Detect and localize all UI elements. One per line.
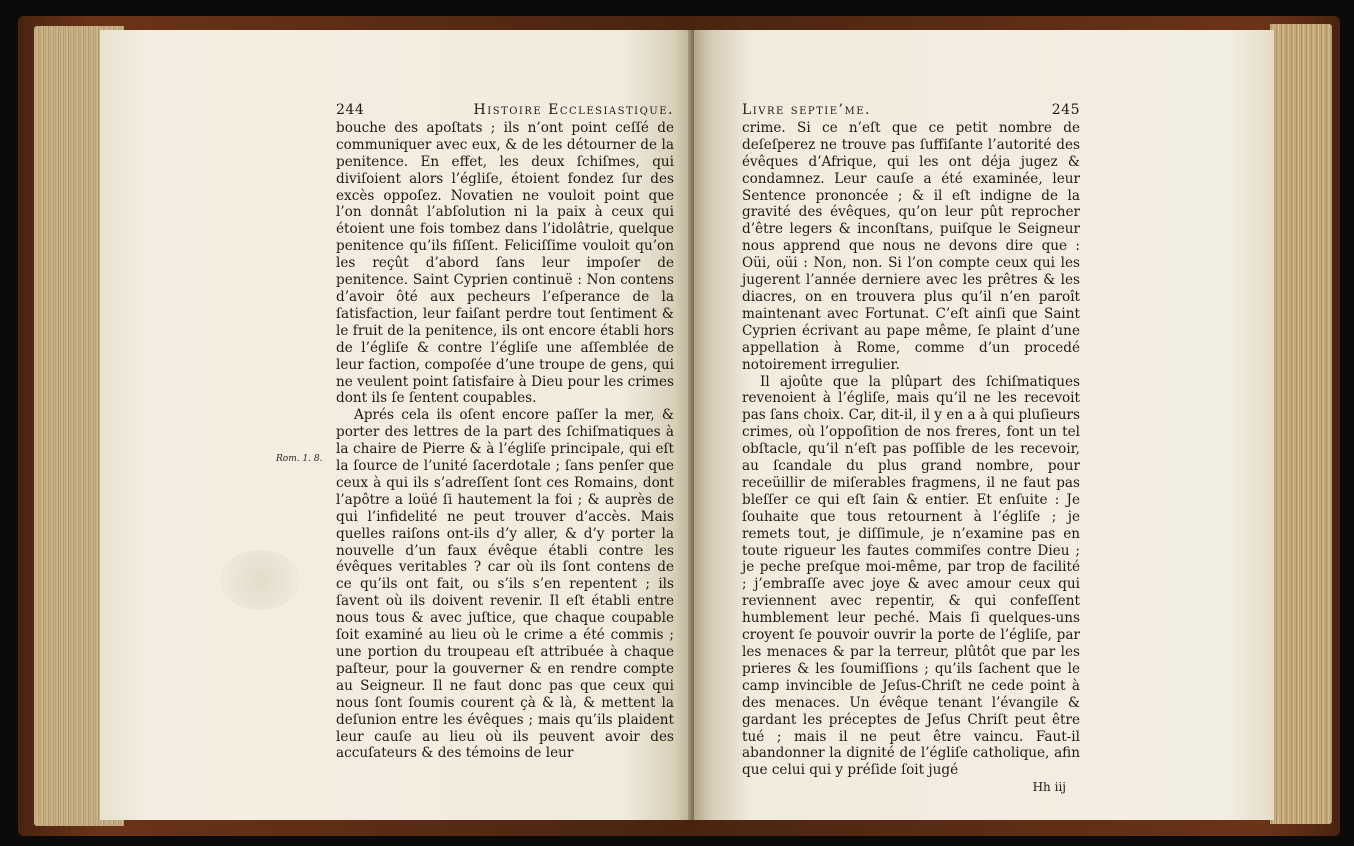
right-page [694,30,1274,820]
left-running-title: Histoire Ecclesiastique. [473,102,674,118]
right-running-head [742,102,1080,119]
right-running-title: Livre septie’me. [742,102,871,118]
right-page-number: 245 [1051,102,1080,118]
left-page [100,30,692,820]
left-paragraph-1: bouche des apoſtats ; ils n’ont point ceſſé de communiquer avec eux, & de les détourner de la penitence. En effet, les deux ſchiſmes, qui diviſoient alors l’égliſe, étoient fondez ſur des excès oppoſez. Novatien ne vouloit point que l’on donnât l’abſolution ni la paix à ceux qui étoient une fois tombez dans l’idolâtrie, quelque penitence qu’ils fiſſent. Feliciſſime vouloit qu’on les reçût d’abord ſans leur impoſer de penitence. Saint Cyprien continuë : Non contens d’avoir ôté aux pecheurs l’eſperance de la ſatisfaction, leur faiſant perdre tout ſentiment & le fruit de la penitence, ils ont encore établi hors de l’égliſe & contre l’égliſe une aſſemblée de leur faction, compoſée d’une troupe de gens, qui ne veulent point ſatisfaire à Dieu pour les crimes dont ils ſe ſentent coupables. [336,119,674,407]
left-running-head [336,102,674,119]
right-page-text [742,102,1080,796]
signature-mark: Hh iij [1032,780,1066,795]
page-edges-right [1270,24,1332,824]
right-paragraph-1: crime. Si ce n’eſt que ce petit nombre de deſeſperez ne trouve pas ſuffiſante l’autorité des évêques d’Afrique, qui les ont déja jugez & condamnez. Leur cauſe a été examinée, leur Sentence prononcée ; & il eſt indigne de la gravité des évêques, qu’on leur pût reprocher d’être legers & inconſtans, puiſque le Seigneur nous apprend que nous ne devons dire que : Oüi, oüi : Non, non. Si l’on compte ceux qui les jugerent l’année derniere avec les prêtres & les diacres, on en trouvera plus qu’il n’en paroît maintenant avec Fortunat. C’eſt ainſi que Saint Cyprien écrivant au pape même, ſe plaint d’une appellation à Rome, comme d’un procedé notoirement irregulier. [742,119,1080,373]
left-page-number: 244 [336,102,365,118]
right-paragraph-2: Il ajoûte que la plûpart des ſchiſmatiques revenoient à l’égliſe, mais qu’il ne les recevoit pas ſans choix. Car, dit-il, il y en a à qui pluſieurs crimes, où l’oppoſition de nos freres, font un tel obſtacle, qu’il n’eſt pas poſſible de les recevoir, au ſcandale du plus grand nombre, pour receüillir de miſerables fragmens, il ne faut pas bleſſer ce qui eſt ſain & entier. Et enſuite : Je ſouhaite que tous retournent à l’égliſe ; je remets tout, je diſſimule, je n’examine pas en toute rigueur les fautes commiſes contre Dieu ; je peche preſque moi-même, par trop de facilité ; j’embraſſe avec joye & avec amour ceux qui reviennent avec repentir, & qui confeſſent humblement leur peché. Mais ſi quelques-uns croyent ſe pouvoir ouvrir la porte de l’égliſe, par les menaces & par la terreur, plûtôt que par les prieres & les ſoumiſſions ; qu’ils ſachent que le camp invincible de Jeſus-Chriſt ne cede point à des menaces. Un évêque tenant l’évangile & gardant les préceptes de Jeſus Chriſt peut être tué ; mais il ne peut être vaincu. Faut-il abandonner la dignité de l’égliſe catholique, afin que celui qui y préſide ſoit jugé [742,373,1080,779]
left-page-text [336,102,674,762]
paper-stain [220,550,300,610]
marginal-note: Rom. 1. 8. [276,454,323,464]
left-paragraph-2: Aprés cela ils oſent encore paſſer la mer, & porter des lettres de la part des ſchiſmatiques à la chaire de Pierre & à l’égliſe principale, qui eſt la ſource de l’unité ſacerdotale ; ſans penſer que ceux à qui ils s’adreſſent ſont ces Romains, dont l’apôtre a loüé ſi hautement la foi ; & auprès de qui l’infidelité ne peut trouver d’accès. Mais quelles raiſons ont-ils d’y aller, & d’y porter la nouvelle d’un faux évêque établi contre les évêques veritables ? car où ils ſont contens de ce qu’ils ont fait, ou s’ils s’en repentent ; ils ſavent où ils doivent revenir. Il eſt établi entre nous tous & avec juſtice, que chaque coupable ſoit examiné au lieu où le crime a été commis ; une portion du troupeau eſt attribuée à chaque paſteur, pour la gouverner & en rendre compte au Seigneur. Il ne faut donc pas que ceux qui nous ſont ſoumis courent çà & là, & mettent la deſunion entre les évêques ; mais qu’ils plaident leur cauſe au lieu où ils peuvent avoir des accuſateurs & des témoins de leur [336,407,674,762]
